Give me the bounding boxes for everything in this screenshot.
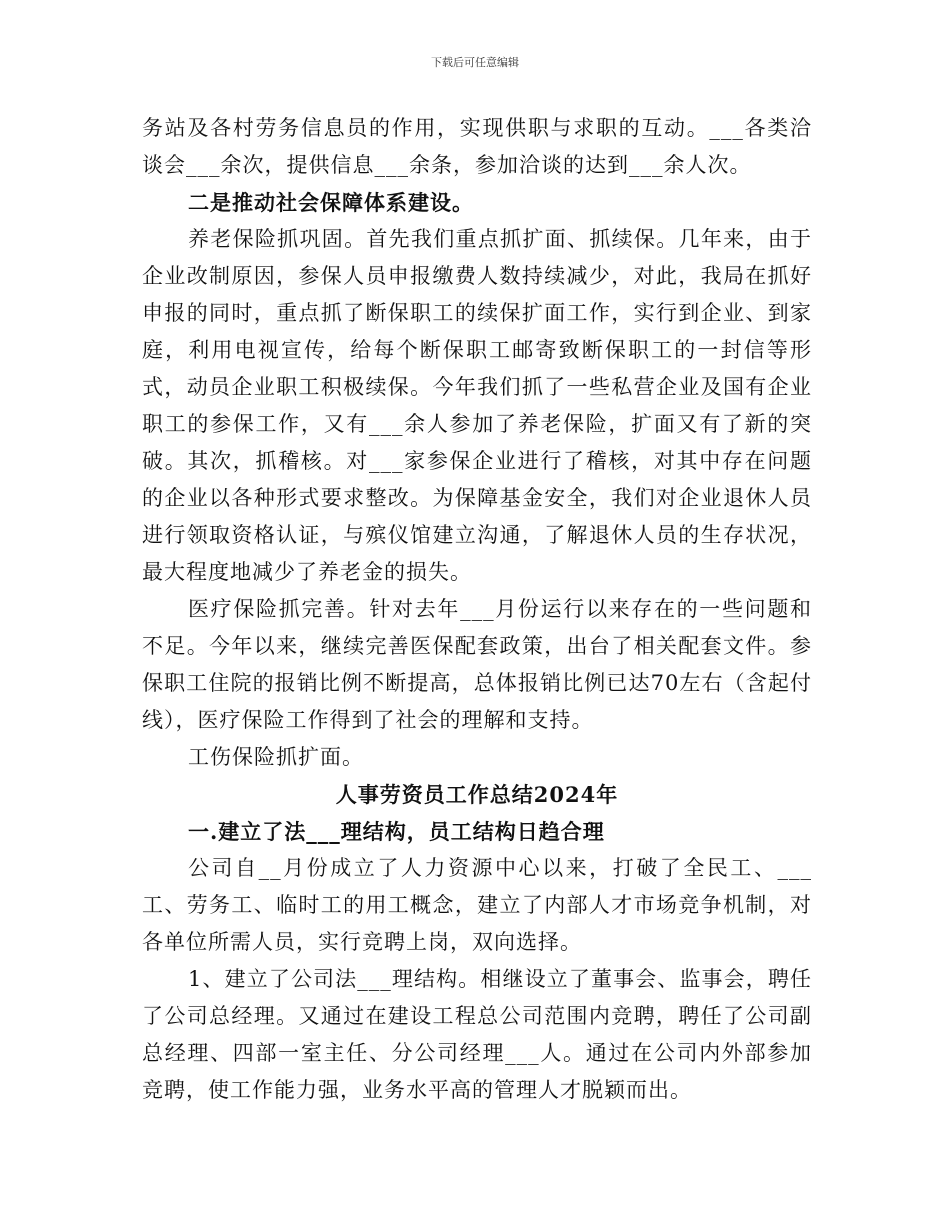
document-title: 人事劳资员工作总结2024年 [335, 782, 619, 807]
paragraph-pension-insurance: 养老保险抓巩固。首先我们重点抓扩面、抓续保。几年来，由于企业改制原因，参保人员申报缴费人数持续减少，对此，我局在抓好申报的同时，重点抓了断保职工的续保扩面工作，实行到企业、到家庭，利用电视宣传，给每个断保职工邮寄致断保职工的一封信等形式，动员企业职工积极续保。今年我们抓了一些私营企业及国有企业职工的参保工作，又有___余人参加了养老保险，扩面又有了新的突破。其次，抓稽核。对___家参保企业进行了稽核，对其中存在问题的企业以各种形式要求整改。为保障基金安全，我们对企业退休人员进行领取资格认证，与殡仪馆建立沟通，了解退休人员的生存状况，最大程度地减少了养老金的损失。 [142, 227, 812, 584]
paragraph-injury-insurance: 工伤保险抓扩面。 [188, 745, 364, 769]
paragraph-medical-insurance: 医疗保险抓完善。针对去年___月份运行以来存在的一些问题和不足。今年以来，继续完善医保配套政策，出台了相关配套文件。参保职工住院的报销比例不断提高，总体报销比例已达70左右（含起付线），医疗保险工作得到了社会的理解和支持。 [142, 597, 812, 732]
document-body [142, 110, 812, 1109]
paragraph-continuation: 务站及各村劳务信息员的作用，实现供职与求职的互动。___各类洽谈会___余次，提供信息___余条，参加洽谈的达到___余人次。 [142, 116, 812, 177]
paragraph-hr-center: 公司自__月份成立了人力资源中心以来，打破了全民工、___工、劳务工、临时工的用工概念，建立了内部人才市场竞争机制，对各单位所需人员，实行竞聘上岗，双向选择。 [142, 856, 812, 954]
section-heading-governance: 一.建立了法___理结构，员工结构日趋合理 [188, 819, 605, 844]
page-header-note: 下载后可任意编辑 [431, 56, 519, 69]
paragraph-governance-structure: 1、建立了公司法___理结构。相继设立了董事会、监事会，聘任了公司总经理。又通过在建设工程总公司范围内竞聘，聘任了公司副总经理、四部一室主任、分公司经理___人。通过在公司内外部参加竞聘，使工作能力强，业务水平高的管理人才脱颖而出。 [142, 967, 812, 1102]
section-heading-social-security: 二是推动社会保障体系建设。 [188, 190, 474, 215]
